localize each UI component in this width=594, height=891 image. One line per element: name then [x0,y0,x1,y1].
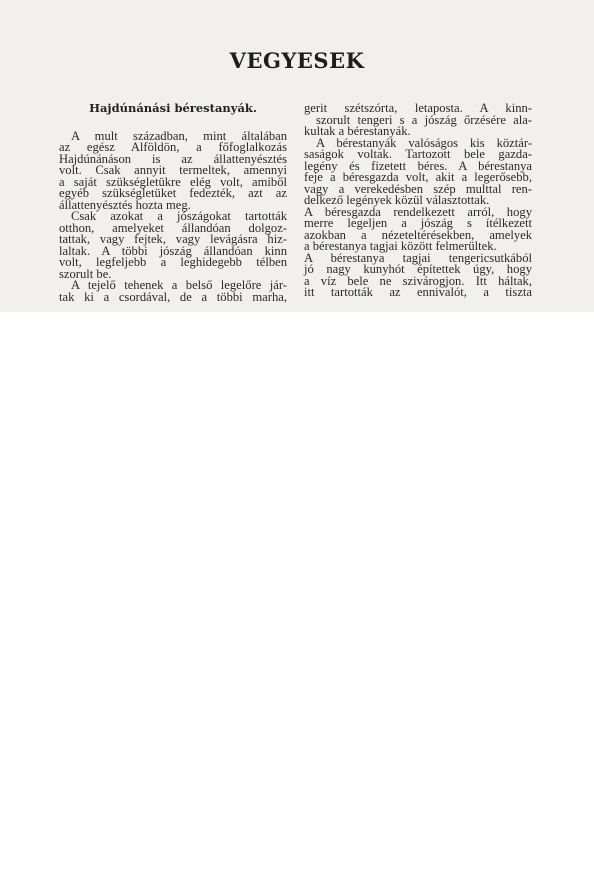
text-line: feje a béresgazda volt, akit a legerősebb, [304,170,532,184]
right-column [304,103,532,299]
text-line: szorult be. [59,266,112,281]
text-line: jó nagy kunyhót építettek úgy, hogy [304,262,532,276]
text-line: A bérestanya tagjai tengericsutkából [304,250,532,265]
text-line: A bérestanyák valóságos kis köztár- [316,135,532,150]
text-line: szorult tengeri s a jószág őrzésére ala- [316,112,532,127]
scanned-page-strip [0,0,594,312]
section-title: VEGYESEK [229,48,365,73]
text-line: otthon, amelyeket állandóan dolgoz- [59,220,287,235]
text-line: merre legeljen a jószág s ítélkezett [304,216,532,230]
text-line: saságok voltak. Tartozott bele gazda- [304,147,532,161]
text-line: a bérestanya tagjai között felmerültek. [304,239,497,253]
text-line: Csak azokat a jószágokat tartották [71,209,287,223]
text-line: tattak, vagy fejtek, vagy levágásra hiz- [59,232,287,246]
text-line: delkező legények közül választottak. [304,193,490,207]
left-column [59,103,287,303]
text-line: tak ki a csordával, de a többi marha, [59,289,287,304]
text-line: legény és fizetett béres. A bérestanya [304,158,532,173]
text-line: A béresgazda rendelkezett arról, hogy [304,204,532,219]
text-line: állattenyésztés hozta meg. [59,197,191,212]
text-line: gerit szétszórta, letaposta. A kinn- [304,101,532,115]
text-line: laltak. A többi jószág állandóan kinn [59,243,287,258]
text-line: egyéb szükségletüket fedezték, azt az [59,186,287,200]
text-line: volt, legfeljebb a leghidegebb télben [59,255,287,269]
text-line: azokban a nézeteltérésekben, amelyek [304,227,532,242]
text-line: A mult században, mint általában [71,128,287,143]
text-line: vagy a verekedésben szép multtal ren- [304,181,532,196]
text-line: A tejelő tehenek a belső legelőre jár- [71,278,287,292]
article-heading: Hajdúnánási bérestanyák. [89,101,257,115]
text-line: Hajdúnánáson is az állattenyésztés [59,151,287,166]
text-line: itt tartották az ennivalót, a tiszta [304,285,532,299]
text-line: kultak a bérestanyák. [304,124,411,138]
text-line: a víz bele ne szivárogjon. Itt háltak, [304,273,532,288]
text-line: az egész Alföldön, a főfoglalkozás [59,140,287,154]
right-column-text [304,103,532,299]
left-column-text [59,128,287,304]
text-line: a saját szükségletükre elég volt, amiből [59,174,287,189]
text-line: volt. Csak annyit termeltek, amennyi [59,163,287,177]
